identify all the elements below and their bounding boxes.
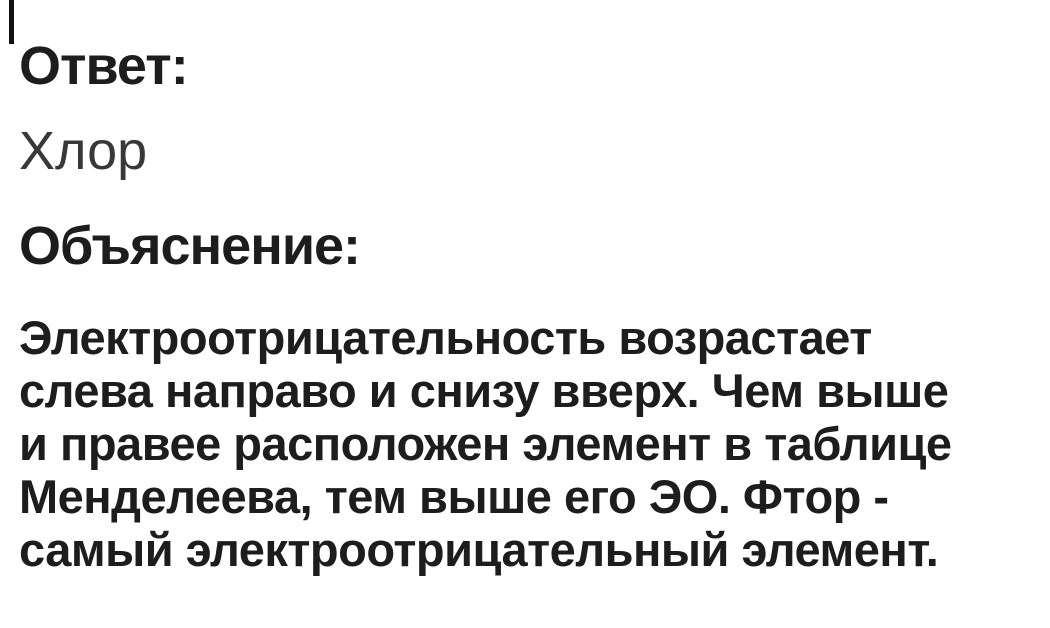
answer-value: Хлор (19, 121, 148, 181)
answer-label: Ответ: (19, 36, 188, 96)
explanation-text (19, 311, 1050, 576)
explanation-line: слева направо и снизу вверх. Чем выше (19, 364, 949, 417)
text-cursor-artifact (9, 0, 14, 44)
explanation-line: Менделеева, тем выше его ЭО. Фтор - (19, 470, 889, 523)
explanation-line: самый электроотрицательный элемент. (19, 523, 939, 576)
explanation-label: Объяснение: (19, 216, 361, 276)
explanation-line: Электроотрицательность возрастает (19, 311, 872, 364)
explanation-line: и правее расположен элемент в таблице (19, 417, 952, 470)
